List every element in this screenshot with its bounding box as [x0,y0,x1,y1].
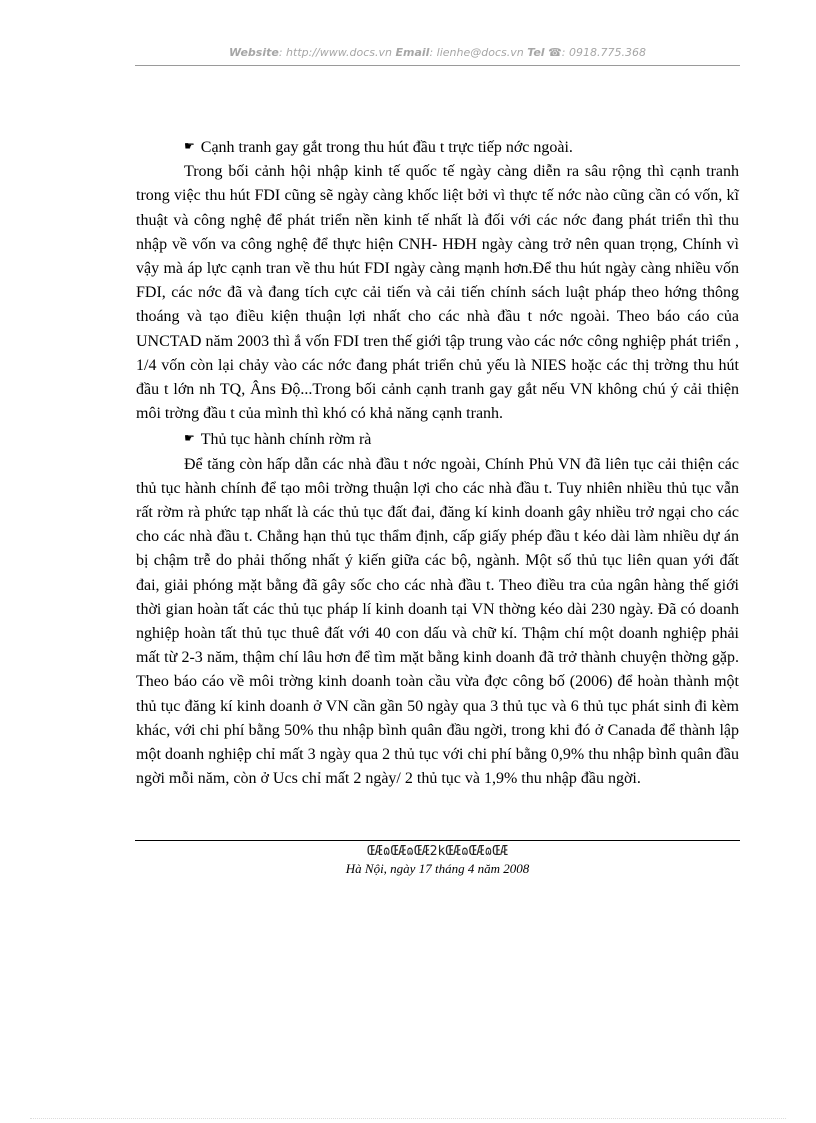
tel-label: Tel [527,46,545,59]
page-edge [30,1118,786,1119]
section-heading-competition: ☛ Cạnh tranh gay gắt trong thu hút đầu t trực tiếp nớc ngoài. [184,139,573,156]
footer-divider [135,840,740,841]
page-header [135,46,740,59]
section-heading-procedures: ☛ Thủ tục hành chính rờm rà [184,431,372,449]
paragraph-procedures: Để tăng còn hấp dẫn các nhà đầu t nớc ngoài, Chính Phủ VN đã liên tục cải thiện các thủ tục hành chính để tạo môi trờng thuận lợi cho các nhà đầu t. Tuy nhiên nhiều thủ tục vẫn rất rờm rà phức tạp nhất là các thủ tục đất đai, đăng kí kinh doanh gây nhiều trở ngại cho các cho các nhà đầu t. Chẳng hạn thủ tục thẩm định, cấp giấy phép đầu t kéo dài làm nhiều dự án bị chậm trễ do phải thống nhất ý kiến giữa các bộ, ngành. Một số thủ tục liên quan yới đất đai, giải phóng mặt bằng đã gây sốc cho các nhà đầu t. Theo điều tra của ngân hàng thế giới thời gian hoàn tất các thủ tục pháp lí kinh doanh tại VN thờng kéo dài 230 ngày. Đã có doanh nghiệp hoàn tất thủ tục thuê đất với 40 con dấu và chữ kí. Thậm chí một doanh nghiệp phải mất từ 2-3 năm, thậm chí lâu hơn để tìm mặt bằng kinh doanh đã trở thành chuyện thờng gặp. Theo báo cáo về môi trờng kinh doanh toàn cầu vừa đợc công bố (2006) để hoàn thành một thủ tục đăng kí kinh doanh ở VN cần gần 50 ngày qua 3 thủ tục và 6 thủ tục phát sinh đi kèm khác, với chi phí bằng 50% thu nhập bình quân đầu ngời, trong khi đó ở Canada để thành lập một doanh nghiệp chỉ mất 3 ngày qua 2 thủ tục với chi phí bằng 0,9% thu nhập bình quân đầu ngời mỗi năm, còn ở Ucs chỉ mất 2 ngày/ 2 thủ tục và 1,9% thu nhập đầu ngời. [136,455,739,788]
header-divider [135,65,740,66]
footer-date: Hà Nội, ngày 17 tháng 4 năm 2008 [345,861,530,876]
website-label: Website [229,46,279,59]
paragraph-competition: Trong bối cảnh hội nhập kinh tế quốc tế ngày càng diễn ra sâu rộng thì cạnh tranh trong việc thu hút FDI cũng sẽ ngày càng khốc liệt bởi vì thực tế nớc nào cũng cần có vốn, kĩ thuật và công nghệ để phát triển nền kinh tế nhất là đối với các nớc đang phát triển thì thu nhập về vốn va công nghệ để thực hiện CNH- HĐH ngày càng trở nên quan trọng, Chính vì vậy mà áp lực cạnh tran về thu hút FDI ngày càng mạnh hơn.Để thu hút ngày càng nhiều vốn FDI, các nớc đã và đang tích cực cải tiến và cải tiến chính sách luật pháp theo hớng thông thoáng và tạo điều kiện thuận lợi nhất cho các nhà đầu t nớc ngoài. Theo báo cáo của UNCTAD năm 2003 thì ắ vốn FDI tren thế giới tập trung vào các nớc công nghiệp phát triển , 1/4 vốn còn lại chảy vào các nớc đang phát triển chủ yếu là NIES hoặc các thị trờng thu hút đầu t lớn nh TQ, Âns Độ...Trong bối cảnh cạnh tranh gay gắt nếu VN không chú ý cải thiện môi trờng đầu t của mình thì khó có khả năng cạnh tranh. [136,163,739,423]
website-value: : http://www.docs.vn [278,46,393,59]
email-label: Email [395,46,430,59]
email-value: : lienhe@docs.vn [429,46,524,59]
tel-value: : 0918.775.368 [561,46,646,59]
pointing-hand-icon: ☛ [184,139,195,153]
document-body [136,134,739,791]
pointing-hand-icon: ☛ [184,431,195,446]
footer-ornament: ŒÆɷŒÆɷŒÆ2kŒÆɷŒÆɷŒÆ [367,844,508,859]
telephone-icon: ☎ [548,46,562,59]
